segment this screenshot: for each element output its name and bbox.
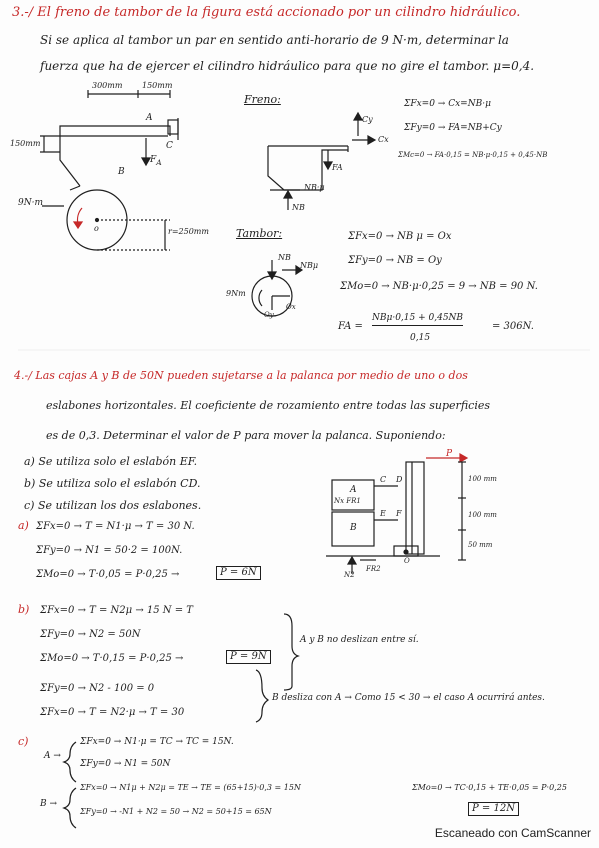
p4-option-c: c) Se utilizan los dos eslabones. bbox=[24, 499, 202, 512]
fa-numerator: NBμ·0,15 + 0,45NB bbox=[372, 314, 463, 326]
freno-FA: FA bbox=[332, 163, 343, 172]
fig4-D: D bbox=[396, 475, 403, 484]
part-b-note1: A y B no deslizan entre sí. bbox=[300, 635, 419, 645]
p4-line2: eslabones horizontales. El coeficiente de rozamiento entre todas las superficies bbox=[46, 399, 490, 412]
part-a-eq3: ΣMo=0 → T·0,05 = P·0,25 → bbox=[36, 569, 180, 580]
tambor-eq1: ΣFx=0 → NB μ = Ox bbox=[348, 231, 452, 242]
freno-label: Freno: bbox=[244, 93, 281, 106]
fig4-dim3: 50 mm bbox=[468, 541, 493, 549]
p3-line3: fuerza que ha de ejercer el cilindro hidráulico para que no gire el tambor. μ=0,4. bbox=[40, 59, 535, 73]
part-a-eq2: ΣFy=0 → N1 = 50·2 = 100N. bbox=[36, 545, 183, 556]
fig4-Nfr: Nx FR1 bbox=[334, 497, 361, 505]
dim-300mm: 300mm bbox=[92, 81, 123, 90]
fig4-P: P bbox=[446, 449, 453, 459]
tambor-eq2: ΣFy=0 → NB = Oy bbox=[348, 255, 442, 266]
freno-NBmu: NB·μ bbox=[304, 183, 325, 192]
freno-fbd bbox=[268, 113, 375, 210]
fig-FA: $F_A$ bbox=[150, 155, 162, 167]
part-c-B-eq2: ΣFy=0 → -N1 + N2 = 50 → N2 = 50+15 = 65N bbox=[80, 807, 272, 816]
fig-O: o bbox=[94, 224, 99, 233]
braces bbox=[64, 614, 298, 828]
fig4-B: B bbox=[350, 523, 357, 533]
part-c-result: P = 12N bbox=[468, 802, 519, 816]
fa-lhs: FA = bbox=[338, 321, 363, 332]
part-a-label: a) bbox=[18, 519, 29, 532]
tambor-torque: 9Nm bbox=[226, 289, 246, 298]
torque-label: 9N·m bbox=[18, 198, 43, 208]
part-a-eq1: ΣFx=0 → T = N1·μ → T = 30 N. bbox=[36, 521, 195, 532]
dim-radius: r=250mm bbox=[168, 227, 209, 236]
part-b-eq5: ΣFx=0 → T = N2·μ → T = 30 bbox=[40, 707, 185, 718]
freno-eq2: ΣFy=0 → FA=NB+Cy bbox=[404, 123, 502, 133]
p4-line3: es de 0,3. Determinar el valor de P para mover la palanca. Suponiendo: bbox=[46, 429, 446, 442]
fig4-dim2: 100 mm bbox=[468, 511, 497, 519]
fig-B: B bbox=[118, 167, 125, 177]
part-c-moment: ΣMo=0 → TC·0,15 + TE·0,05 = P·0,25 bbox=[412, 783, 567, 792]
freno-eq1: ΣFx=0 → Cx=NB·μ bbox=[404, 99, 491, 109]
brake-figure bbox=[40, 90, 178, 250]
fig4-E: E bbox=[380, 509, 386, 518]
part-b-eq1: ΣFx=0 → T = N2μ → 15 N = T bbox=[40, 605, 193, 616]
part-c-A-eq1: ΣFx=0 → N1·μ = TC → TC = 15N. bbox=[80, 737, 234, 747]
dim-150mm-left: 150mm bbox=[10, 139, 41, 148]
p3-title: 3.-/ El freno de tambor de la figura está accionado por un cilindro hidráulico. bbox=[12, 5, 521, 20]
fig4-A: A bbox=[350, 485, 357, 495]
fig4-F: F bbox=[396, 509, 402, 518]
fa-denominator: 0,15 bbox=[410, 333, 431, 343]
fig4-dim1: 100 mm bbox=[468, 475, 497, 483]
part-c-label: c) bbox=[18, 735, 29, 748]
fa-result: = 306N. bbox=[492, 321, 534, 332]
fig-C: C bbox=[166, 141, 173, 151]
part-b-eq3: ΣMo=0 → T·0,15 = P·0,25 → bbox=[40, 653, 184, 664]
part-b-note2: B desliza con A → Como 15 < 30 → el caso A ocurrirá antes. bbox=[272, 693, 545, 703]
part-c-A-eq2: ΣFy=0 → N1 = 50N bbox=[80, 759, 171, 769]
part-b-label: b) bbox=[18, 603, 30, 616]
part-c-A: A → bbox=[44, 751, 61, 761]
tambor-NBmu: NBμ bbox=[300, 261, 319, 270]
tambor-label: Tambor: bbox=[236, 227, 283, 240]
p4-title: 4.-/ Las cajas A y B de 50N pueden sujetarse a la palanca por medio de uno o dos bbox=[14, 369, 468, 382]
fig4-FR2: FR2 bbox=[366, 565, 381, 573]
p4-option-a: a) Se utiliza solo el eslabón EF. bbox=[24, 455, 198, 468]
freno-Cy: Cy bbox=[362, 115, 373, 124]
fig4-O: O bbox=[404, 557, 410, 565]
part-b-eq2: ΣFy=0 → N2 = 50N bbox=[40, 629, 141, 640]
freno-NB: NB bbox=[292, 203, 305, 212]
part-c-B: B → bbox=[40, 799, 58, 809]
freno-eq3: ΣMc=0 → FA·0,15 = NB·μ·0,15 + 0,45·NB bbox=[398, 151, 548, 159]
part-c-B-eq1: ΣFx=0 → N1μ + N2μ = TE → TE = (65+15)·0,3 = 15N bbox=[80, 783, 301, 792]
part-a-result: P = 6N bbox=[216, 566, 261, 580]
freno-Cx: Cx bbox=[378, 135, 389, 144]
tambor-Ox: Ox bbox=[286, 303, 296, 311]
tambor-Oy: Oy bbox=[264, 311, 274, 319]
fig4-N2: N2 bbox=[344, 571, 355, 579]
fig-A: A bbox=[146, 113, 153, 123]
part-b-result: P = 9N bbox=[226, 650, 271, 664]
part-b-eq4: ΣFy=0 → N2 - 100 = 0 bbox=[40, 683, 155, 694]
p4-option-b: b) Se utiliza solo el eslabón CD. bbox=[24, 477, 201, 490]
p3-line2: Si se aplica al tambor un par en sentido anti-horario de 9 N·m, determinar la bbox=[40, 33, 509, 47]
dim-150mm-top: 150mm bbox=[142, 81, 173, 90]
scanner-watermark: Escaneado con CamScanner bbox=[434, 826, 591, 840]
tambor-NB: NB bbox=[278, 253, 291, 262]
fig4-C: C bbox=[380, 475, 387, 484]
tambor-eq3: ΣMo=0 → NB·μ·0,25 = 9 → NB = 90 N. bbox=[340, 281, 538, 292]
